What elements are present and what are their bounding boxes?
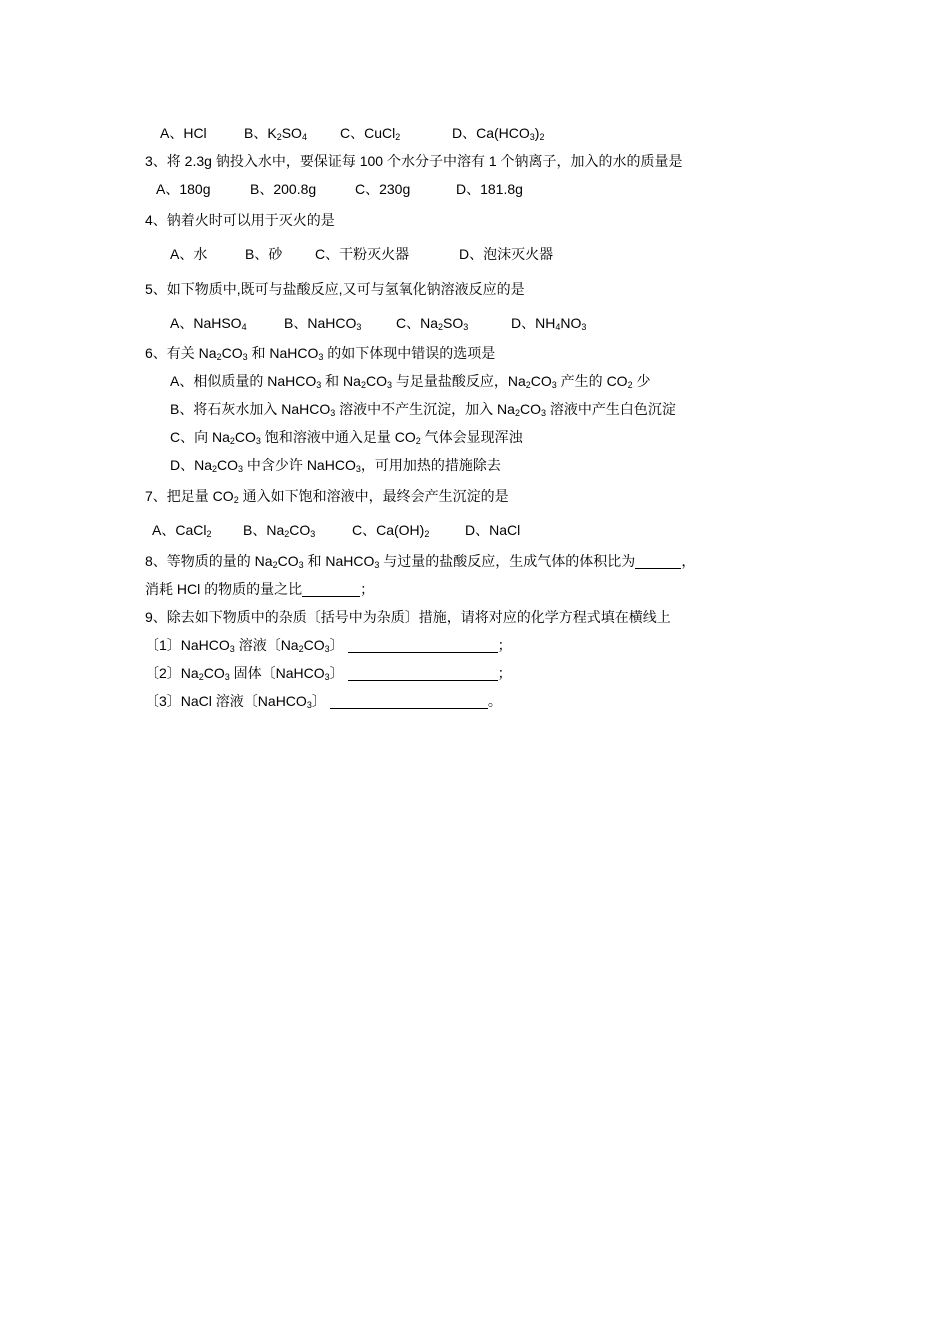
q3-option-c: C、230g <box>355 181 411 197</box>
q6-option-d: D、$Na_2CO_3$ 中含少许 NaHCO$_3$，可用加热的措施除去 <box>170 457 501 474</box>
q4-option-b: B、砂 <box>245 246 283 262</box>
q8-line-2: 消耗 HCl 的物质的量之比 ； <box>145 581 375 597</box>
q8-answer-blank-1[interactable] <box>635 554 681 569</box>
q5-option-a: A、NaHSO$_4$ <box>170 315 247 332</box>
q4-option-d: D、泡沫灭火器 <box>459 246 554 262</box>
q7-option-c: C、$Ca(OH)_2$ <box>352 522 430 539</box>
q3-stem: 3、将 2.3g 钠投入水中，要保证每 100 个水分子中溶有 1 个钠离子，加入的水的质量是 <box>145 153 683 169</box>
q5-option-c: C、$Na_2SO_3$ <box>396 315 469 332</box>
q6-option-a: A、相似质量的 NaHCO$_3$ 和 $Na_2CO_3$ 与足量盐酸反应，$Na_2CO_3$ 产生的 $CO_2$ 少 <box>170 373 651 390</box>
q6-option-c: C、向 $Na_2CO_3$ 饱和溶液中通入足量 $CO_2$ 气体会显现浑浊 <box>170 429 523 446</box>
q4-stem: 4、钠着火时可以用于灭火的是 <box>145 212 335 228</box>
q2-option-a: A、HCl <box>160 125 207 141</box>
q5-stem: 5、如下物质中,既可与盐酸反应,又可与氢氧化钠溶液反应的是 <box>145 281 525 297</box>
q3-option-a: A、180g <box>156 181 211 197</box>
q2-option-d: D、$Ca(HCO_3)_2$ <box>452 125 545 142</box>
q5-option-d: D、$NH_4NO_3$ <box>511 315 587 332</box>
q7-stem: 7、把足量 $CO_2$ 通入如下饱和溶液中，最终会产生沉淀的是 <box>145 488 509 505</box>
q9-item-2: 〔2〕$Na_2CO_3$ 固体〔NaHCO$_3$〕 ； <box>145 665 512 682</box>
q6-option-b: B、将石灰水加入 NaHCO$_3$ 溶液中不产生沉淀，加入 $Na_2CO_3$ 溶液中产生白色沉淀 <box>170 401 676 418</box>
q8-line-1: 8、等物质的量的 $Na_2CO_3$ 和 NaHCO$_3$ 与过量的盐酸反应，生成气体的体积比为 ， <box>145 553 696 570</box>
q7-option-d: D、NaCl <box>465 522 521 538</box>
q8-answer-blank-2[interactable] <box>302 582 360 597</box>
q9-item-3: 〔3〕NaCl 溶液〔NaHCO$_3$〕 。 <box>145 693 502 710</box>
q9-answer-blank-1[interactable] <box>348 638 498 653</box>
q7-option-a: A、CaCl$_2$ <box>152 522 212 539</box>
q2-option-c: C、CuCl$_2$ <box>340 125 401 142</box>
q4-option-a: A、水 <box>170 246 208 262</box>
q9-stem: 9、除去如下物质中的杂质〔括号中为杂质〕措施，请将对应的化学方程式填在横线上 <box>145 609 671 625</box>
q5-option-b: B、NaHCO$_3$ <box>284 315 362 332</box>
q7-option-b: B、$Na_2CO_3$ <box>243 522 316 539</box>
q9-answer-blank-3[interactable] <box>330 694 488 709</box>
q3-option-b: B、200.8g <box>250 181 317 197</box>
q6-stem: 6、有关 $Na_2CO_3$ 和 NaHCO$_3$ 的如下体现中错误的选项是 <box>145 345 496 362</box>
q3-option-d: D、181.8g <box>456 181 523 197</box>
q9-item-1: 〔1〕NaHCO$_3$ 溶液〔$Na_2CO_3$〕 ； <box>145 637 512 654</box>
q2-option-b: B、$K_2SO_4$ <box>244 125 307 142</box>
q9-answer-blank-2[interactable] <box>348 666 498 681</box>
q4-option-c: C、干粉灭火器 <box>315 246 410 262</box>
